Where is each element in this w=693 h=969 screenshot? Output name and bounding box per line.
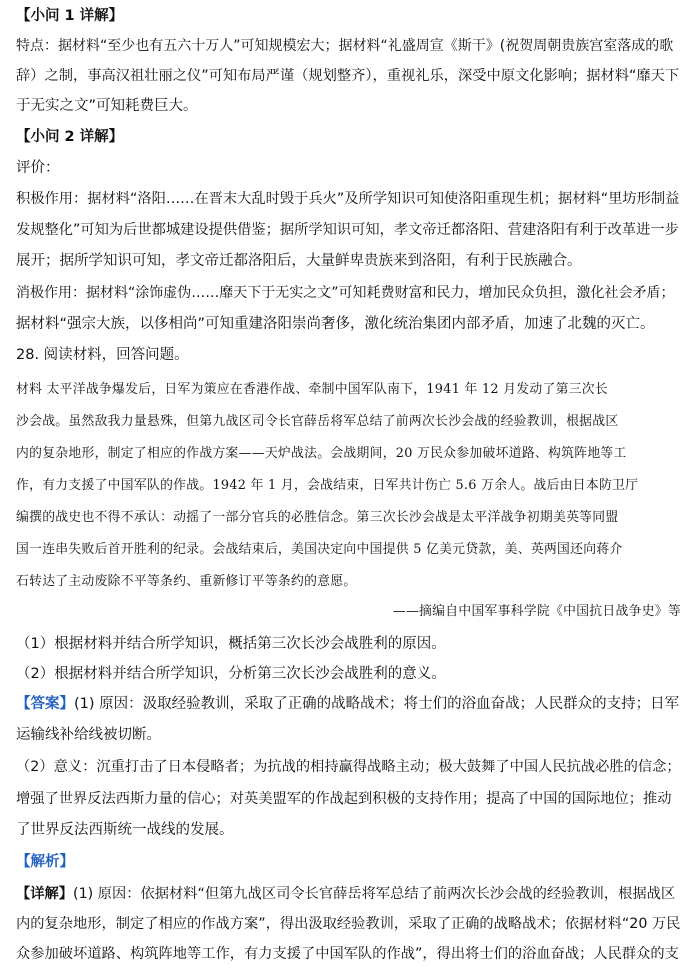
material-line: 内的复杂地形，制定了相应的作战方案——天炉战法。会战期间，20 万民众参加破坏道路、构筑阵地等工: [16, 446, 627, 461]
sub2-heading: 【小问 2 详解】: [16, 129, 124, 145]
sub2-line: 据材料“强宗大族，以侈相尚”可知重建洛阳崇尚奢侈，激化统治集团内部矛盾，加速了北魏的灭亡。: [16, 316, 655, 332]
detail-line: [16, 884, 681, 904]
answer-line: 了世界反法西斯统一战线的发展。: [16, 822, 234, 838]
answer-line: 增强了世界反法西斯力量的信心；对英美盟军的作战起到积极的支持作用；提高了中国的国际地位；推动: [16, 791, 672, 807]
sub1-line: 于无实之文”可知耗费巨大。: [16, 98, 198, 114]
sub2-line: 发规整化”可知为后世都城建设提供借鉴；据所学知识可知，孝文帝迁都洛阳、营建洛阳有利于改革进一步: [16, 222, 679, 238]
detail-line: 众参加破坏道路、构筑阵地等工作，有力支援了中国军队的作战”，得出将士们的浴血奋战；人民群众的支: [16, 946, 679, 962]
detail-line: 内的复杂地形，制定了相应的作战方案”，得出汲取经验教训，采取了正确的战略战术；依据材料“20 万民: [16, 916, 681, 932]
sub1-line: 特点：据材料“至少也有五六十万人”可知规模宏大；据材料“礼盛周宣《斯干》(祝贺周朝贵族宫室落成的歌: [16, 38, 674, 54]
detail-label: 【详解】: [16, 886, 74, 902]
detail-first: (1) 原因：依据材料“但第九战区司令长官薛岳将军总结了前两次长沙会战的经验教训，根据战区: [73, 886, 676, 902]
answer-line: （2）意义：沉重打击了日本侵略者；为抗战的相持赢得战略主动；极大鼓舞了中国人民抗战必胜的信念；: [16, 759, 681, 775]
answer-line: 运输线补给线被切断。: [16, 727, 161, 743]
answer-line: [16, 694, 681, 714]
sub1-heading: 【小问 1 详解】: [16, 8, 124, 24]
material-source: ——摘编自中国军事科学院《中国抗日战争史》等: [392, 604, 681, 619]
material-line: 国一连串失败后首开胜利的纪录。会战结束后，美国决定向中国提供 5 亿美元贷款，美、英两国还向蒋介: [16, 542, 623, 557]
analysis-label: 【解析】: [16, 854, 74, 870]
question-item: （1）根据材料并结合所学知识，概括第三次长沙会战胜利的原因。: [16, 636, 446, 652]
sub2-line: 积极作用：据材料“洛阳……在晋末大乱时毁于兵火”及所学知识可知使洛阳重现生机；据材料“里坊形制益: [16, 191, 680, 207]
answer-first: (1) 原因：汲取经验教训，采取了正确的战略战术；将士们的浴血奋战；人民群众的支持；日军: [74, 696, 680, 712]
material-line: 石转达了主动废除不平等条约、重新修订平等条约的意愿。: [16, 574, 357, 589]
material-line: 编撰的战史也不得不承认：动摇了一部分官兵的必胜信念。第三次长沙会战是太平洋战争初期美英等同盟: [16, 510, 619, 525]
sub1-line: 辞）之制，事高汉祖壮丽之仪”可知布局严谨（规划整齐），重视礼乐，深受中原文化影响；据材料“靡天下: [16, 68, 680, 84]
material-line: 材料 太平洋战争爆发后，日军为策应在香港作战、牵制中国军队南下，1941 年 12 月发动了第三次长: [16, 382, 608, 397]
sub2-line: 评价：: [16, 160, 60, 176]
material-line: 沙会战。虽然敌我力量悬殊，但第九战区司令长官薛岳将军总结了前两次长沙会战的经验教训，根据战区: [16, 414, 619, 429]
question-item: （2）根据材料并结合所学知识，分析第三次长沙会战胜利的意义。: [16, 666, 446, 682]
material-line: 作，有力支援了中国军队的作战。1942 年 1 月，会战结束，日军共计伤亡 5.6 万余人。战后由日本防卫厅: [16, 478, 639, 493]
sub2-line: 展开；据所学知识可知，孝文帝迁都洛阳后，大量鲜卑贵族来到洛阳，有利于民族融合。: [16, 253, 582, 269]
question-title: 28. 阅读材料，回答问题。: [16, 347, 189, 363]
answer-label: 【答案】: [16, 696, 74, 712]
sub2-line: 消极作用：据材料“涂饰虚伪……靡天下于无实之文”可知耗费财富和民力，增加民众负担，激化社会矛盾；: [16, 285, 675, 301]
